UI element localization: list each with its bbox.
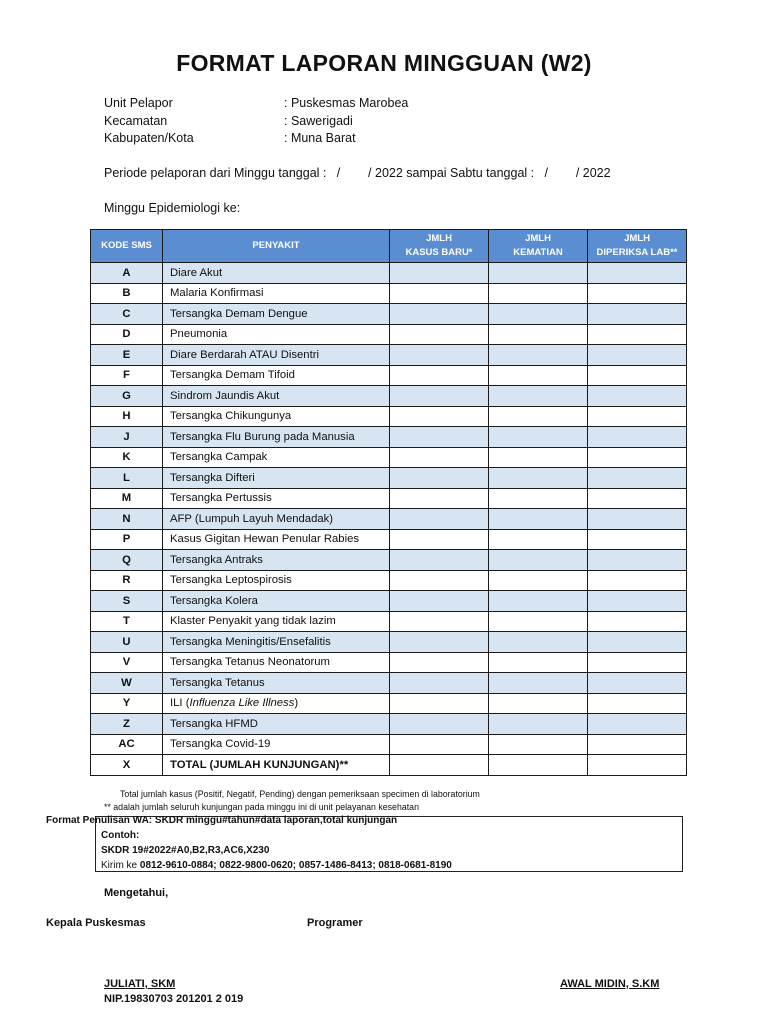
disease-name-cell: Tersangka Flu Burung pada Manusia [163, 427, 390, 448]
disease-name-cell: Tersangka Demam Tifoid [163, 365, 390, 386]
disease-name-cell: Tersangka Tetanus [163, 673, 390, 694]
deaths-cell[interactable] [489, 304, 588, 325]
table-row [91, 611, 687, 632]
header-new-cases-line2: KASUS BARU* [405, 247, 473, 258]
new-cases-cell[interactable] [390, 488, 489, 509]
header-new-cases [390, 230, 489, 263]
table-row [91, 345, 687, 366]
disease-name-cell: Diare Berdarah ATAU Disentri [163, 345, 390, 366]
lab-cell[interactable] [588, 591, 687, 612]
sms-code-cell: A [91, 263, 163, 284]
header-lab-line2: DIPERIKSA LAB** [596, 247, 678, 258]
lab-cell[interactable] [588, 734, 687, 755]
lab-cell[interactable] [588, 324, 687, 345]
disease-name-cell: Pneumonia [163, 324, 390, 345]
footnote-1: Total jumlah kasus (Positif, Negatif, Pending) dengan pemeriksaan specimen di laboratorium [120, 789, 480, 799]
table-row [91, 304, 687, 325]
lab-cell[interactable] [588, 447, 687, 468]
deaths-cell[interactable] [489, 652, 588, 673]
sms-code-cell: W [91, 673, 163, 694]
lab-cell[interactable] [588, 427, 687, 448]
lab-cell[interactable] [588, 509, 687, 530]
deaths-cell[interactable] [489, 529, 588, 550]
info-regency [104, 131, 504, 149]
table-row [91, 714, 687, 735]
sms-code-cell: C [91, 304, 163, 325]
sms-code-cell: B [91, 283, 163, 304]
disease-name-cell: Tersangka Campak [163, 447, 390, 468]
deaths-cell[interactable] [489, 673, 588, 694]
lab-cell[interactable] [588, 406, 687, 427]
table-row [91, 529, 687, 550]
example-code: SKDR 19#2022#A0,B2,R3,AC6,X230 [101, 845, 270, 856]
deaths-cell[interactable] [489, 468, 588, 489]
new-cases-cell[interactable] [390, 427, 489, 448]
lab-cell[interactable] [588, 693, 687, 714]
disease-name-prefix: ILI ( [170, 697, 190, 710]
table-row [91, 447, 687, 468]
deaths-cell[interactable] [489, 283, 588, 304]
header-lab [588, 230, 687, 263]
disease-name-cell: Tersangka Tetanus Neonatorum [163, 652, 390, 673]
info-label: Kecamatan [104, 114, 168, 128]
deaths-cell[interactable] [489, 324, 588, 345]
sms-code-cell: F [91, 365, 163, 386]
disease-name-cell: Sindrom Jaundis Akut [163, 386, 390, 407]
format-title: Format Penulisan WA: SKDR minggu#tahun#data laporan,total kunjungan [46, 815, 398, 826]
header-lab-line1: JMLH [624, 233, 650, 244]
new-cases-cell[interactable] [390, 611, 489, 632]
disease-name-cell: Malaria Konfirmasi [163, 283, 390, 304]
sms-code-cell: Y [91, 693, 163, 714]
table-row [91, 570, 687, 591]
new-cases-cell[interactable] [390, 693, 489, 714]
disease-name-cell: Tersangka Chikungunya [163, 406, 390, 427]
table-row [91, 632, 687, 653]
header-new-cases-line1: JMLH [426, 233, 452, 244]
deaths-cell[interactable] [489, 591, 588, 612]
epi-week-label: Minggu Epidemiologi ke: [104, 201, 241, 215]
new-cases-cell[interactable] [390, 714, 489, 735]
lab-cell[interactable] [588, 755, 687, 776]
deaths-cell[interactable] [489, 386, 588, 407]
table-row [91, 591, 687, 612]
sms-code-cell: E [91, 345, 163, 366]
sms-code-cell: Z [91, 714, 163, 735]
lab-cell[interactable] [588, 652, 687, 673]
table-row [91, 283, 687, 304]
table-row [91, 263, 687, 284]
sms-code-cell: G [91, 386, 163, 407]
sms-code-cell: U [91, 632, 163, 653]
deaths-cell[interactable] [489, 755, 588, 776]
head-title: Kepala Puskesmas [46, 917, 146, 929]
deaths-cell[interactable] [489, 447, 588, 468]
new-cases-cell[interactable] [390, 652, 489, 673]
lab-cell[interactable] [588, 550, 687, 571]
disease-name-cell: Diare Akut [163, 263, 390, 284]
lab-cell[interactable] [588, 529, 687, 550]
send-prefix: Kirim ke [101, 860, 140, 871]
new-cases-cell[interactable] [390, 734, 489, 755]
lab-cell[interactable] [588, 468, 687, 489]
programmer-name: AWAL MIDIN, S.KM [560, 978, 660, 990]
disease-name-suffix: ) [294, 697, 299, 710]
disease-name-cell [163, 693, 390, 714]
header-code: KODE SMS [91, 230, 163, 263]
new-cases-cell[interactable] [390, 529, 489, 550]
deaths-cell[interactable] [489, 570, 588, 591]
send-numbers: 0812-9610-0884; 0822-9800-0620; 0857-1486-8413; 0818-0681-8190 [139, 860, 452, 871]
disease-name-cell: Tersangka HFMD [163, 714, 390, 735]
disease-name-cell: AFP (Lumpuh Layuh Mendadak) [163, 509, 390, 530]
sms-code-cell: R [91, 570, 163, 591]
new-cases-cell[interactable] [390, 406, 489, 427]
info-label: Unit Pelapor [104, 96, 173, 110]
lab-cell[interactable] [588, 345, 687, 366]
deaths-cell[interactable] [489, 550, 588, 571]
deaths-cell[interactable] [489, 611, 588, 632]
table-row [91, 734, 687, 755]
programmer-title: Programer [307, 917, 363, 929]
total-row [91, 755, 687, 776]
info-value: : Puskesmas Marobea [284, 96, 409, 110]
new-cases-cell[interactable] [390, 755, 489, 776]
lab-cell[interactable] [588, 632, 687, 653]
deaths-cell[interactable] [489, 488, 588, 509]
sms-code-cell: X [91, 755, 163, 776]
deaths-cell[interactable] [489, 693, 588, 714]
deaths-cell[interactable] [489, 734, 588, 755]
lab-cell[interactable] [588, 365, 687, 386]
disease-name-cell: Tersangka Kolera [163, 591, 390, 612]
deaths-cell[interactable] [489, 365, 588, 386]
footnote-2: ** adalah jumlah seluruh kunjungan pada minggu ini di unit pelayanan kesehatan [104, 802, 419, 812]
header-deaths [489, 230, 588, 263]
lab-cell[interactable] [588, 488, 687, 509]
head-nip: NIP.19830703 201201 2 019 [104, 993, 244, 1005]
deaths-cell[interactable] [489, 406, 588, 427]
sms-code-cell: P [91, 529, 163, 550]
new-cases-cell[interactable] [390, 447, 489, 468]
new-cases-cell[interactable] [390, 386, 489, 407]
lab-cell[interactable] [588, 386, 687, 407]
disease-name-cell: Tersangka Meningitis/Ensefalitis [163, 632, 390, 653]
deaths-cell[interactable] [489, 345, 588, 366]
new-cases-cell[interactable] [390, 673, 489, 694]
lab-cell[interactable] [588, 714, 687, 735]
header-deaths-line2: KEMATIAN [513, 247, 563, 258]
acknowledged-label: Mengetahui, [104, 887, 169, 899]
deaths-cell[interactable] [489, 509, 588, 530]
new-cases-cell[interactable] [390, 345, 489, 366]
sms-code-cell: S [91, 591, 163, 612]
deaths-cell[interactable] [489, 427, 588, 448]
lab-cell[interactable] [588, 611, 687, 632]
info-value: : Sawerigadi [284, 114, 353, 128]
deaths-cell[interactable] [489, 714, 588, 735]
header-deaths-line1: JMLH [525, 233, 551, 244]
disease-name-cell: Tersangka Antraks [163, 550, 390, 571]
new-cases-cell[interactable] [390, 591, 489, 612]
sms-code-cell: Q [91, 550, 163, 571]
example-label: Contoh: [101, 830, 140, 841]
deaths-cell[interactable] [489, 263, 588, 284]
table-row [91, 693, 687, 714]
disease-name-cell: Tersangka Leptospirosis [163, 570, 390, 591]
disease-name-cell: Kasus Gigitan Hewan Penular Rabies [163, 529, 390, 550]
new-cases-cell[interactable] [390, 468, 489, 489]
send-to-line [101, 860, 452, 871]
disease-name-cell: TOTAL (JUMLAH KUNJUNGAN)** [163, 755, 390, 776]
new-cases-cell[interactable] [390, 324, 489, 345]
deaths-cell[interactable] [489, 632, 588, 653]
table-header-row [91, 230, 687, 263]
lab-cell[interactable] [588, 570, 687, 591]
table-row [91, 365, 687, 386]
sms-code-cell: T [91, 611, 163, 632]
disease-name-cell: Tersangka Covid-19 [163, 734, 390, 755]
new-cases-cell[interactable] [390, 263, 489, 284]
new-cases-cell[interactable] [390, 304, 489, 325]
sms-code-cell: N [91, 509, 163, 530]
lab-cell[interactable] [588, 304, 687, 325]
head-name: JULIATI, SKM [104, 978, 176, 990]
new-cases-cell[interactable] [390, 509, 489, 530]
new-cases-cell[interactable] [390, 570, 489, 591]
page-title: FORMAT LAPORAN MINGGUAN (W2) [176, 50, 592, 76]
lab-cell[interactable] [588, 263, 687, 284]
table-row [91, 324, 687, 345]
new-cases-cell[interactable] [390, 550, 489, 571]
sms-code-cell: H [91, 406, 163, 427]
table-row [91, 406, 687, 427]
disease-name-cell: Tersangka Demam Dengue [163, 304, 390, 325]
table-row [91, 386, 687, 407]
lab-cell[interactable] [588, 283, 687, 304]
new-cases-cell[interactable] [390, 632, 489, 653]
sms-code-cell: D [91, 324, 163, 345]
sms-code-cell: M [91, 488, 163, 509]
disease-name-cell: Tersangka Difteri [163, 468, 390, 489]
table-row [91, 550, 687, 571]
info-value: : Muna Barat [284, 131, 356, 145]
sms-code-cell: J [91, 427, 163, 448]
table-row [91, 652, 687, 673]
header-disease: PENYAKIT [163, 230, 390, 263]
sms-code-cell: K [91, 447, 163, 468]
disease-name-cell: Tersangka Pertussis [163, 488, 390, 509]
table-row [91, 468, 687, 489]
table-row [91, 673, 687, 694]
table-row [91, 488, 687, 509]
info-label: Kabupaten/Kota [104, 131, 194, 145]
reporting-period: Periode pelaporan dari Minggu tanggal : / / 2022 sampai Sabtu tanggal : / / 2022 [104, 166, 611, 180]
new-cases-cell[interactable] [390, 365, 489, 386]
disease-report-table [90, 229, 687, 776]
disease-name-italic: Influenza Like Illness [189, 697, 295, 710]
disease-name-cell: Klaster Penyakit yang tidak lazim [163, 611, 390, 632]
sms-code-cell: V [91, 652, 163, 673]
lab-cell[interactable] [588, 673, 687, 694]
sms-code-cell: AC [91, 734, 163, 755]
table-row [91, 509, 687, 530]
sms-code-cell: L [91, 468, 163, 489]
table-row [91, 427, 687, 448]
info-district [104, 114, 504, 132]
info-unit [104, 96, 504, 114]
new-cases-cell[interactable] [390, 283, 489, 304]
